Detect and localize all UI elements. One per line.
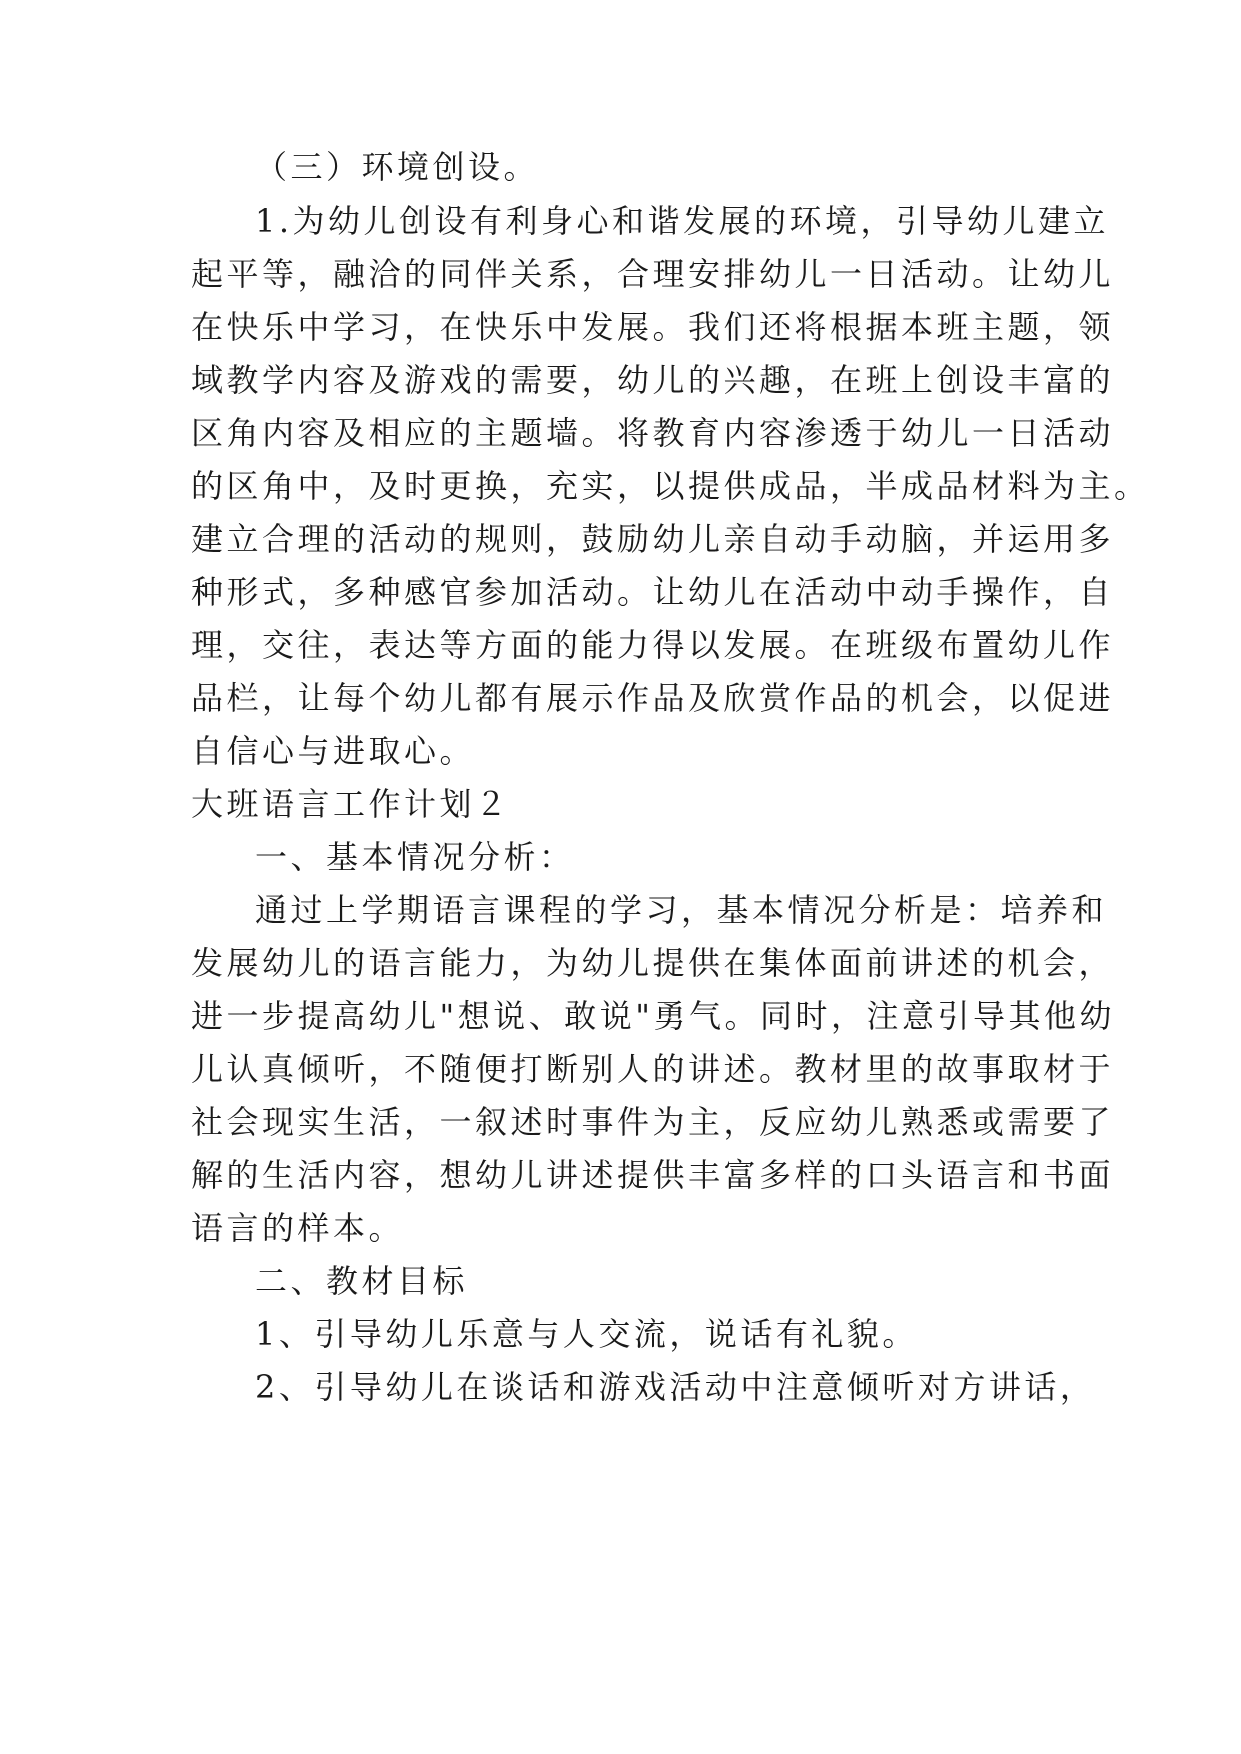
paragraph-line: 的区角中，及时更换，充实，以提供成品，半成品材料为主。: [191, 467, 1150, 505]
list-item: 1、引导幼儿乐意与人交流，说话有礼貌。: [255, 1315, 918, 1353]
paragraph-line: 进一步提高幼儿"想说、敢说"勇气。同时，注意引导其他幼: [191, 997, 1115, 1035]
paragraph-line: 在快乐中学习，在快乐中发展。我们还将根据本班主题，领: [191, 308, 1115, 346]
paragraph-line: 建立合理的活动的规则，鼓励幼儿亲自动手动脑，并运用多: [191, 520, 1115, 558]
section-heading-environment: （三）环境创设。: [255, 148, 540, 186]
paragraph-line: 语言的样本。: [191, 1209, 405, 1247]
paragraph-line: 区角内容及相应的主题墙。将教育内容渗透于幼儿一日活动: [191, 414, 1115, 452]
paragraph-line: 发展幼儿的语言能力，为幼儿提供在集体面前讲述的机会，: [191, 944, 1115, 982]
paragraph-line: 通过上学期语言课程的学习，基本情况分析是：培养和: [255, 891, 1108, 929]
document-title: 大班语言工作计划２: [191, 785, 511, 823]
paragraph-line: 解的生活内容，想幼儿讲述提供丰富多样的口头语言和书面: [191, 1156, 1115, 1194]
paragraph-line: 域教学内容及游戏的需要，幼儿的兴趣，在班上创设丰富的: [191, 361, 1115, 399]
paragraph-line: 儿认真倾听，不随便打断别人的讲述。教材里的故事取材于: [191, 1050, 1115, 1088]
paragraph-line: 种形式，多种感官参加活动。让幼儿在活动中动手操作，自: [191, 573, 1115, 611]
paragraph-line: 起平等，融洽的同伴关系，合理安排幼儿一日活动。让幼儿: [191, 255, 1115, 293]
list-item: 2、引导幼儿在谈话和游戏活动中注意倾听对方讲话，: [255, 1368, 1096, 1406]
paragraph-line: 品栏，让每个幼儿都有展示作品及欣赏作品的机会，以促进: [191, 679, 1115, 717]
paragraph-line: 理，交往，表达等方面的能力得以发展。在班级布置幼儿作: [191, 626, 1115, 664]
section-heading-goals: 二、教材目标: [255, 1262, 469, 1300]
paragraph-line: 自信心与进取心。: [191, 732, 476, 770]
paragraph-line: 1.为幼儿创设有利身心和谐发展的环境，引导幼儿建立: [255, 202, 1110, 240]
section-heading-analysis: 一、基本情况分析：: [255, 838, 575, 876]
paragraph-line: 社会现实生活，一叙述时事件为主，反应幼儿熟悉或需要了: [191, 1103, 1115, 1141]
